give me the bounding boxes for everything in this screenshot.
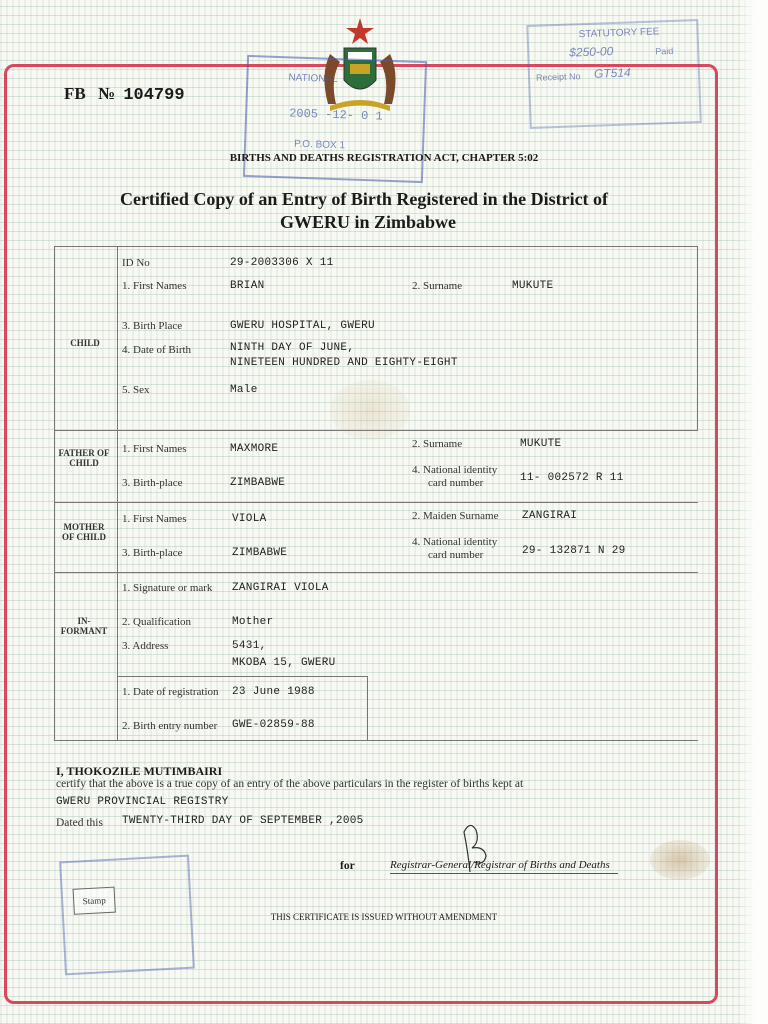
paper-stain bbox=[650, 840, 710, 880]
child-birth-place: GWERU HOSPITAL, GWERU bbox=[230, 320, 375, 332]
father-nid-label: 4. National identity bbox=[412, 464, 498, 476]
dated-label: Dated this bbox=[56, 817, 103, 829]
birth-entry-label: 2. Birth entry number bbox=[122, 720, 218, 732]
cert-no-label: № bbox=[97, 84, 116, 103]
father-nid: 11- 002572 R 11 bbox=[520, 472, 624, 484]
informant-signature-label: 1. Signature or mark bbox=[122, 582, 213, 594]
child-sex: Male bbox=[230, 384, 258, 396]
certificate-number bbox=[64, 84, 185, 105]
registrar-name: I, THOKOZILE MUTIMBAIRI bbox=[56, 764, 223, 778]
father-section-label: FATHER OF CHILD bbox=[58, 448, 110, 468]
stamp-text: NATIONAL bbox=[288, 72, 338, 86]
informant-section-label: IN- FORMANT bbox=[60, 616, 108, 636]
mother-maiden: ZANGIRAI bbox=[522, 510, 578, 522]
table-top-rule bbox=[54, 246, 698, 247]
fee-stamp bbox=[526, 19, 702, 129]
receipt-label: Receipt No bbox=[535, 71, 581, 83]
paper-stain bbox=[330, 380, 410, 440]
mother-nid-label-2: card number bbox=[428, 549, 484, 561]
registrar-title: Registrar-General/Registrar of Births and Deaths bbox=[390, 859, 618, 874]
dated-value: TWENTY-THIRD DAY OF SEPTEMBER ,2005 bbox=[122, 815, 364, 827]
informant-section-rule bbox=[117, 676, 367, 677]
certificate-district: GWERU in Zimbabwe bbox=[279, 212, 457, 232]
child-sex-label: 5. Sex bbox=[122, 384, 150, 396]
father-surname: MUKUTE bbox=[520, 438, 562, 450]
cert-prefix: FB bbox=[64, 84, 86, 103]
child-surname: MUKUTE bbox=[512, 280, 554, 292]
informant-address-line1: 5431, bbox=[232, 640, 267, 652]
informant-signature: ZANGIRAI VIOLA bbox=[232, 582, 329, 594]
mother-section-label: MOTHER OF CHILD bbox=[62, 522, 106, 542]
child-dob-line1: NINTH DAY OF JUNE, bbox=[230, 342, 355, 354]
table-bottom-rule bbox=[54, 740, 698, 741]
informant-address-label: 3. Address bbox=[122, 640, 169, 652]
registration-date-label: 1. Date of registration bbox=[122, 686, 219, 698]
informant-qualification-label: 2. Qualification bbox=[122, 616, 192, 628]
child-surname-label: 2. Surname bbox=[412, 280, 463, 292]
certificate-title: Certified Copy of an Entry of Birth Registered in the District of bbox=[119, 189, 609, 209]
mother-birth-place-label: 3. Birth-place bbox=[122, 547, 183, 559]
table-right-rule bbox=[697, 246, 698, 430]
mother-birth-place: ZIMBABWE bbox=[232, 547, 288, 559]
mother-section-rule bbox=[54, 572, 698, 573]
table-divider-rule bbox=[117, 246, 118, 740]
table-left-rule bbox=[54, 246, 55, 740]
mother-first-names: VIOLA bbox=[232, 513, 267, 525]
child-section-label: CHILD bbox=[70, 338, 100, 348]
registration-date: 23 June 1988 bbox=[232, 686, 315, 698]
registration-side-rule bbox=[367, 676, 368, 740]
registry-name: GWERU PROVINCIAL REGISTRY bbox=[56, 796, 229, 808]
father-birth-place-label: 3. Birth-place bbox=[122, 477, 183, 489]
receipt-number: GT514 bbox=[593, 65, 631, 81]
father-section-rule bbox=[54, 502, 698, 503]
child-first-names-label: 1. First Names bbox=[122, 280, 187, 292]
child-first-names: BRIAN bbox=[230, 280, 265, 292]
informant-address-line2: MKOBA 15, GWERU bbox=[232, 657, 336, 669]
stamp-pobox: P.O. BOX 1 bbox=[293, 138, 346, 152]
father-first-names: MAXMORE bbox=[230, 443, 279, 455]
act-reference: BIRTHS AND DEATHS REGISTRATION ACT, CHAPTER 5:02 bbox=[229, 152, 539, 164]
fee-label: STATUTORY FEE bbox=[578, 26, 660, 41]
father-first-names-label: 1. First Names bbox=[122, 443, 187, 455]
child-id: 29-2003306 X 11 bbox=[230, 257, 334, 269]
mother-maiden-label: 2. Maiden Surname bbox=[412, 510, 499, 522]
father-birth-place: ZIMBABWE bbox=[230, 477, 286, 489]
mother-first-names-label: 1. First Names bbox=[122, 513, 187, 525]
for-label: for bbox=[340, 860, 355, 872]
mother-nid: 29- 132871 N 29 bbox=[522, 545, 626, 557]
fee-paid: Paid bbox=[655, 45, 674, 57]
stamp-label: Stamp bbox=[73, 887, 116, 915]
certification-text: certify that the above is a true copy of an entry of the above particulars in the register of births kept at bbox=[56, 778, 524, 790]
birth-entry-number: GWE-02859-88 bbox=[232, 719, 315, 731]
id-label: ID No bbox=[122, 257, 150, 269]
cert-number-value: 104799 bbox=[123, 86, 185, 105]
mother-nid-label: 4. National identity bbox=[412, 536, 498, 548]
amendment-notice: THIS CERTIFICATE IS ISSUED WITHOUT AMENDMENT bbox=[270, 912, 498, 922]
child-birth-place-label: 3. Birth Place bbox=[122, 320, 183, 332]
child-dob-label: 4. Date of Birth bbox=[122, 344, 192, 356]
fee-amount: $250-00 bbox=[568, 44, 614, 60]
child-dob-line2: NINETEEN HUNDRED AND EIGHTY-EIGHT bbox=[230, 357, 458, 369]
stamp-date: 2005 -12- 0 1 bbox=[288, 106, 383, 124]
father-nid-label-2: card number bbox=[428, 477, 484, 489]
informant-qualification: Mother bbox=[232, 616, 274, 628]
father-surname-label: 2. Surname bbox=[412, 438, 463, 450]
